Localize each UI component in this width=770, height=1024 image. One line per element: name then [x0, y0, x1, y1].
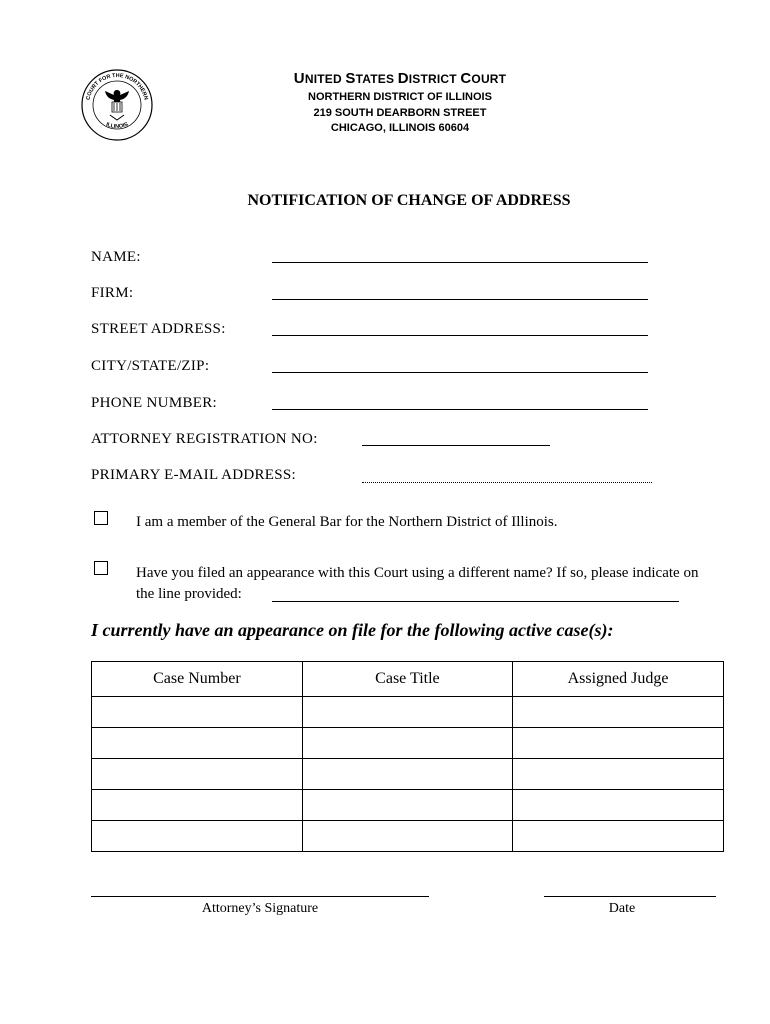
- seal-ring-text-top: COURT FOR THE NORTHERN: [85, 72, 149, 101]
- assigned-judge-cell[interactable]: [513, 821, 724, 852]
- different-name-text: Have you filed an appearance with this Court using a different name? If so, please indicate on: [136, 565, 699, 581]
- name-label: NAME:: [91, 249, 141, 265]
- street-address-label: STREET ADDRESS:: [91, 321, 226, 337]
- different-name-text-2: the line provided:: [136, 586, 242, 602]
- court-address-line-1: NORTHERN DISTRICT OF ILLINOIS: [308, 91, 492, 103]
- case-number-cell[interactable]: [92, 821, 303, 852]
- case-title-cell[interactable]: [302, 821, 512, 852]
- general-bar-checkbox[interactable]: [94, 511, 108, 525]
- assigned-judge-cell[interactable]: [513, 790, 724, 821]
- table-row: [92, 728, 724, 759]
- table-row: [92, 790, 724, 821]
- firm-label: FIRM:: [91, 285, 134, 301]
- general-bar-text: I am a member of the General Bar for the Northern District of Illinois.: [136, 514, 558, 530]
- case-number-cell[interactable]: [92, 790, 303, 821]
- court-name-word-4: COURT: [460, 70, 507, 87]
- case-title-cell[interactable]: [302, 728, 512, 759]
- court-name-word-2: STATES: [345, 70, 398, 87]
- different-name-checkbox[interactable]: [94, 561, 108, 575]
- assigned-judge-cell[interactable]: [513, 697, 724, 728]
- email-label: PRIMARY E-MAIL ADDRESS:: [91, 467, 296, 483]
- attorney-registration-label: ATTORNEY REGISTRATION NO:: [91, 431, 318, 447]
- phone-number-field[interactable]: [272, 409, 648, 410]
- table-row: [92, 759, 724, 790]
- case-number-cell[interactable]: [92, 728, 303, 759]
- cases-table: [91, 661, 724, 852]
- attorney-signature-field[interactable]: [91, 896, 429, 897]
- court-name: [15, 70, 770, 87]
- date-field[interactable]: [544, 896, 716, 897]
- case-number-cell[interactable]: [92, 759, 303, 790]
- form-title: NOTIFICATION OF CHANGE OF ADDRESS: [247, 192, 571, 209]
- date-label: Date: [608, 901, 636, 916]
- table-row: [92, 697, 724, 728]
- column-header-assigned-judge: Assigned Judge: [513, 662, 724, 697]
- assigned-judge-cell[interactable]: [513, 728, 724, 759]
- phone-number-label: PHONE NUMBER:: [91, 395, 217, 411]
- table-header-row: [92, 662, 724, 697]
- firm-field[interactable]: [272, 299, 648, 300]
- assigned-judge-cell[interactable]: [513, 759, 724, 790]
- case-number-cell[interactable]: [92, 697, 303, 728]
- case-title-cell[interactable]: [302, 697, 512, 728]
- email-field[interactable]: [362, 482, 652, 483]
- city-state-zip-label: CITY/STATE/ZIP:: [91, 358, 210, 374]
- court-address-line-3: CHICAGO, ILLINOIS 60604: [330, 122, 470, 134]
- attorney-signature-label: Attorney’s Signature: [201, 901, 319, 916]
- column-header-case-title: Case Title: [302, 662, 512, 697]
- different-name-field[interactable]: [272, 601, 679, 602]
- case-title-cell[interactable]: [302, 759, 512, 790]
- column-header-case-number: Case Number: [92, 662, 303, 697]
- seal-ring-text-bottom: ILLINOIS: [104, 121, 130, 130]
- table-row: [92, 821, 724, 852]
- court-name-word-3: DISTRICT: [397, 70, 461, 87]
- case-title-cell[interactable]: [302, 790, 512, 821]
- court-name-word-1: UNITED: [293, 70, 346, 87]
- attorney-registration-field[interactable]: [362, 445, 550, 446]
- street-address-field[interactable]: [272, 335, 648, 336]
- city-state-zip-field[interactable]: [272, 372, 648, 373]
- court-address-line-2: 219 SOUTH DEARBORN STREET: [313, 107, 487, 119]
- cases-heading: I currently have an appearance on file for the following active case(s):: [91, 620, 614, 640]
- name-field[interactable]: [272, 262, 648, 263]
